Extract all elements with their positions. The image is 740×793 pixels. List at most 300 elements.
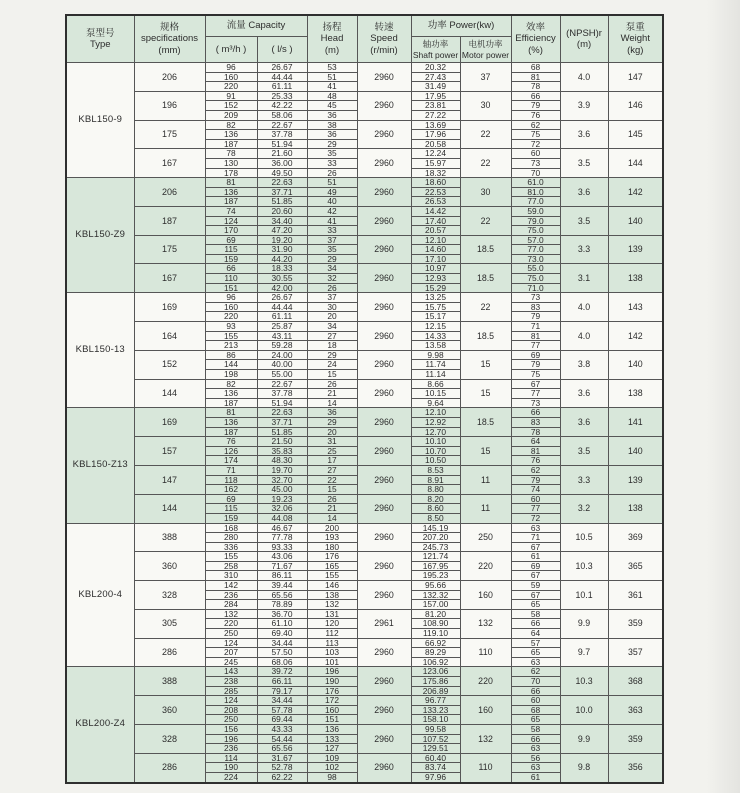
- capacity-ls-cell: 40.00: [257, 360, 307, 370]
- spec-cell: 187: [134, 206, 205, 235]
- capacity-m3h-cell: 124: [205, 696, 257, 706]
- speed-cell: 2960: [357, 494, 411, 523]
- capacity-ls-cell: 71.67: [257, 561, 307, 571]
- table-header: [66, 15, 663, 63]
- table-row: [66, 638, 663, 648]
- efficiency-cell: 67: [511, 571, 560, 581]
- capacity-ls-cell: 62.22: [257, 772, 307, 782]
- capacity-ls-cell: 30.55: [257, 274, 307, 284]
- head-cell: 48: [307, 91, 357, 101]
- table-row: [66, 178, 663, 188]
- efficiency-cell: 67: [511, 590, 560, 600]
- table-row: [66, 609, 663, 619]
- capacity-ls-cell: 69.40: [257, 629, 307, 639]
- speed-cell: 2960: [357, 523, 411, 552]
- col-header-shaft-power: 轴功率 Shaft power: [411, 37, 460, 63]
- speed-cell: 2960: [357, 350, 411, 379]
- capacity-m3h-cell: 86: [205, 350, 257, 360]
- weight-cell: 140: [608, 437, 663, 466]
- capacity-ls-cell: 45.00: [257, 485, 307, 495]
- shaft-power-cell: 11.74: [411, 360, 460, 370]
- efficiency-cell: 77: [511, 389, 560, 399]
- efficiency-cell: 66: [511, 619, 560, 629]
- weight-cell: 142: [608, 322, 663, 351]
- capacity-m3h-cell: 236: [205, 590, 257, 600]
- col-header-efficiency: 效率 Efficiency (%): [511, 15, 560, 63]
- spec-cell: 167: [134, 149, 205, 178]
- spec-cell: 388: [134, 523, 205, 552]
- motor-power-cell: 110: [460, 753, 511, 782]
- shaft-power-cell: 12.10: [411, 408, 460, 418]
- shaft-power-cell: 106.92: [411, 657, 460, 667]
- shaft-power-cell: 8.50: [411, 513, 460, 523]
- capacity-m3h-cell: 170: [205, 226, 257, 236]
- capacity-m3h-cell: 209: [205, 110, 257, 120]
- shaft-power-cell: 8.66: [411, 379, 460, 389]
- efficiency-cell: 74: [511, 485, 560, 495]
- shaft-power-cell: 81.20: [411, 609, 460, 619]
- table-row: [66, 408, 663, 418]
- efficiency-cell: 83: [511, 417, 560, 427]
- efficiency-cell: 79: [511, 101, 560, 111]
- efficiency-cell: 71: [511, 533, 560, 543]
- capacity-ls-cell: 36.70: [257, 609, 307, 619]
- shaft-power-cell: 119.10: [411, 629, 460, 639]
- npshr-cell: 4.0: [560, 322, 608, 351]
- capacity-m3h-cell: 91: [205, 91, 257, 101]
- head-cell: 34: [307, 264, 357, 274]
- head-cell: 21: [307, 504, 357, 514]
- weight-cell: 363: [608, 696, 663, 725]
- efficiency-cell: 66: [511, 734, 560, 744]
- speed-cell: 2960: [357, 696, 411, 725]
- shaft-power-cell: 27.43: [411, 72, 460, 82]
- shaft-power-cell: 121.74: [411, 552, 460, 562]
- head-cell: 35: [307, 245, 357, 255]
- efficiency-cell: 66: [511, 91, 560, 101]
- capacity-m3h-cell: 238: [205, 677, 257, 687]
- efficiency-cell: 65: [511, 715, 560, 725]
- shaft-power-cell: 8.53: [411, 465, 460, 475]
- head-cell: 151: [307, 715, 357, 725]
- shaft-power-cell: 66.92: [411, 638, 460, 648]
- head-cell: 27: [307, 465, 357, 475]
- shaft-power-cell: 10.50: [411, 456, 460, 466]
- capacity-ls-cell: 61.11: [257, 82, 307, 92]
- spec-cell: 305: [134, 609, 205, 638]
- speed-cell: 2960: [357, 235, 411, 264]
- motor-power-cell: 160: [460, 696, 511, 725]
- capacity-ls-cell: 22.63: [257, 408, 307, 418]
- head-cell: 36: [307, 130, 357, 140]
- head-cell: 40: [307, 197, 357, 207]
- capacity-m3h-cell: 152: [205, 101, 257, 111]
- capacity-m3h-cell: 136: [205, 389, 257, 399]
- npshr-cell: 3.6: [560, 408, 608, 437]
- capacity-ls-cell: 35.83: [257, 446, 307, 456]
- capacity-ls-cell: 18.33: [257, 264, 307, 274]
- table-row: [66, 91, 663, 101]
- head-cell: 155: [307, 571, 357, 581]
- capacity-ls-cell: 32.06: [257, 504, 307, 514]
- capacity-ls-cell: 25.33: [257, 91, 307, 101]
- motor-power-cell: 30: [460, 178, 511, 207]
- efficiency-cell: 68: [511, 63, 560, 73]
- shaft-power-cell: 145.19: [411, 523, 460, 533]
- efficiency-cell: 79: [511, 312, 560, 322]
- motor-power-cell: 160: [460, 581, 511, 610]
- npshr-cell: 10.1: [560, 581, 608, 610]
- col-header-head: 扬程 Head (m): [307, 15, 357, 63]
- capacity-m3h-cell: 213: [205, 341, 257, 351]
- capacity-ls-cell: 54.44: [257, 734, 307, 744]
- capacity-ls-cell: 48.30: [257, 456, 307, 466]
- capacity-m3h-cell: 76: [205, 437, 257, 447]
- head-cell: 180: [307, 542, 357, 552]
- motor-power-cell: 22: [460, 206, 511, 235]
- shaft-power-cell: 95.66: [411, 581, 460, 591]
- shaft-power-cell: 245.73: [411, 542, 460, 552]
- efficiency-cell: 60: [511, 149, 560, 159]
- capacity-m3h-cell: 142: [205, 581, 257, 591]
- table-body: [66, 63, 663, 783]
- pump-spec-table: [65, 14, 664, 784]
- spec-cell: 206: [134, 63, 205, 92]
- npshr-cell: 9.7: [560, 638, 608, 667]
- capacity-m3h-cell: 155: [205, 331, 257, 341]
- shaft-power-cell: 17.10: [411, 254, 460, 264]
- capacity-ls-cell: 22.67: [257, 120, 307, 130]
- shaft-power-cell: 167.95: [411, 561, 460, 571]
- efficiency-cell: 59: [511, 581, 560, 591]
- weight-cell: 141: [608, 408, 663, 437]
- efficiency-cell: 58: [511, 609, 560, 619]
- head-cell: 26: [307, 283, 357, 293]
- speed-cell: 2960: [357, 581, 411, 610]
- efficiency-cell: 72: [511, 513, 560, 523]
- capacity-ls-cell: 51.85: [257, 427, 307, 437]
- head-cell: 42: [307, 206, 357, 216]
- npshr-cell: 3.8: [560, 350, 608, 379]
- efficiency-cell: 75: [511, 370, 560, 380]
- efficiency-cell: 75: [511, 130, 560, 140]
- table-row: [66, 350, 663, 360]
- efficiency-cell: 61.0: [511, 178, 560, 188]
- capacity-m3h-cell: 168: [205, 523, 257, 533]
- capacity-ls-cell: 61.10: [257, 619, 307, 629]
- weight-cell: 356: [608, 753, 663, 782]
- capacity-m3h-cell: 250: [205, 629, 257, 639]
- capacity-m3h-cell: 245: [205, 657, 257, 667]
- head-cell: 120: [307, 619, 357, 629]
- shaft-power-cell: 60.40: [411, 753, 460, 763]
- capacity-ls-cell: 51.85: [257, 197, 307, 207]
- capacity-m3h-cell: 159: [205, 254, 257, 264]
- npshr-cell: 3.1: [560, 264, 608, 293]
- efficiency-cell: 59.0: [511, 206, 560, 216]
- capacity-m3h-cell: 160: [205, 72, 257, 82]
- shaft-power-cell: 12.10: [411, 235, 460, 245]
- motor-power-cell: 18.5: [460, 322, 511, 351]
- capacity-ls-cell: 36.00: [257, 158, 307, 168]
- scan-edge-shadow: [706, 0, 740, 793]
- col-header-speed: 转速 Speed (r/min): [357, 15, 411, 63]
- head-cell: 25: [307, 446, 357, 456]
- spec-cell: 167: [134, 264, 205, 293]
- shaft-power-cell: 83.74: [411, 763, 460, 773]
- capacity-m3h-cell: 187: [205, 197, 257, 207]
- spec-cell: 286: [134, 753, 205, 782]
- spec-cell: 196: [134, 91, 205, 120]
- capacity-ls-cell: 68.06: [257, 657, 307, 667]
- efficiency-cell: 66: [511, 408, 560, 418]
- spec-cell: 206: [134, 178, 205, 207]
- shaft-power-cell: 97.96: [411, 772, 460, 782]
- efficiency-cell: 77.0: [511, 245, 560, 255]
- head-cell: 33: [307, 158, 357, 168]
- npshr-cell: 3.3: [560, 465, 608, 494]
- efficiency-cell: 55.0: [511, 264, 560, 274]
- npshr-cell: 3.3: [560, 235, 608, 264]
- capacity-m3h-cell: 96: [205, 293, 257, 303]
- speed-cell: 2960: [357, 379, 411, 408]
- table-row: [66, 293, 663, 303]
- shaft-power-cell: 8.20: [411, 494, 460, 504]
- capacity-m3h-cell: 220: [205, 312, 257, 322]
- npshr-cell: 10.0: [560, 696, 608, 725]
- motor-power-cell: 22: [460, 120, 511, 149]
- capacity-ls-cell: 20.60: [257, 206, 307, 216]
- shaft-power-cell: 10.70: [411, 446, 460, 456]
- shaft-power-cell: 175.86: [411, 677, 460, 687]
- npshr-cell: 3.6: [560, 178, 608, 207]
- capacity-m3h-cell: 71: [205, 465, 257, 475]
- capacity-ls-cell: 65.56: [257, 590, 307, 600]
- shaft-power-cell: 13.58: [411, 341, 460, 351]
- efficiency-cell: 81.0: [511, 187, 560, 197]
- capacity-ls-cell: 26.67: [257, 63, 307, 73]
- motor-power-cell: 15: [460, 350, 511, 379]
- speed-cell: 2961: [357, 609, 411, 638]
- capacity-m3h-cell: 74: [205, 206, 257, 216]
- capacity-ls-cell: 31.67: [257, 753, 307, 763]
- efficiency-cell: 57: [511, 638, 560, 648]
- head-cell: 45: [307, 101, 357, 111]
- efficiency-cell: 66: [511, 686, 560, 696]
- head-cell: 20: [307, 427, 357, 437]
- shaft-power-cell: 96.77: [411, 696, 460, 706]
- table-row: [66, 494, 663, 504]
- head-cell: 109: [307, 753, 357, 763]
- table-row: [66, 667, 663, 677]
- shaft-power-cell: 195.23: [411, 571, 460, 581]
- npshr-cell: 3.5: [560, 206, 608, 235]
- npshr-cell: 3.9: [560, 91, 608, 120]
- shaft-power-cell: 9.64: [411, 398, 460, 408]
- efficiency-cell: 64: [511, 437, 560, 447]
- capacity-m3h-cell: 69: [205, 494, 257, 504]
- head-cell: 30: [307, 302, 357, 312]
- capacity-ls-cell: 44.44: [257, 302, 307, 312]
- speed-cell: 2960: [357, 63, 411, 92]
- capacity-ls-cell: 43.06: [257, 552, 307, 562]
- capacity-ls-cell: 57.78: [257, 705, 307, 715]
- col-header-capacity: 流量 Capacity: [205, 15, 307, 37]
- col-header-capacity-ls: ( l/s ): [257, 37, 307, 63]
- capacity-ls-cell: 37.78: [257, 130, 307, 140]
- motor-power-cell: 22: [460, 293, 511, 322]
- npshr-cell: 10.5: [560, 523, 608, 552]
- efficiency-cell: 68: [511, 705, 560, 715]
- motor-power-cell: 18.5: [460, 408, 511, 437]
- speed-cell: 2960: [357, 178, 411, 207]
- capacity-ls-cell: 37.71: [257, 417, 307, 427]
- motor-power-cell: 220: [460, 667, 511, 696]
- efficiency-cell: 72: [511, 139, 560, 149]
- weight-cell: 146: [608, 91, 663, 120]
- motor-power-cell: 132: [460, 609, 511, 638]
- speed-cell: 2960: [357, 322, 411, 351]
- capacity-m3h-cell: 220: [205, 82, 257, 92]
- shaft-power-cell: 20.57: [411, 226, 460, 236]
- head-cell: 37: [307, 235, 357, 245]
- capacity-m3h-cell: 174: [205, 456, 257, 466]
- capacity-ls-cell: 46.67: [257, 523, 307, 533]
- head-cell: 160: [307, 705, 357, 715]
- npshr-cell: 10.3: [560, 552, 608, 581]
- table-row: [66, 696, 663, 706]
- efficiency-cell: 63: [511, 744, 560, 754]
- efficiency-cell: 76: [511, 456, 560, 466]
- shaft-power-cell: 10.97: [411, 264, 460, 274]
- efficiency-cell: 83: [511, 302, 560, 312]
- spec-cell: 147: [134, 465, 205, 494]
- efficiency-cell: 69: [511, 561, 560, 571]
- efficiency-cell: 70: [511, 168, 560, 178]
- table-row: [66, 322, 663, 332]
- model-cell: KBL150-9: [66, 63, 134, 178]
- efficiency-cell: 75.0: [511, 226, 560, 236]
- npshr-cell: 3.5: [560, 149, 608, 178]
- head-cell: 136: [307, 724, 357, 734]
- npshr-cell: 3.5: [560, 437, 608, 466]
- head-cell: 15: [307, 370, 357, 380]
- capacity-ls-cell: 58.06: [257, 110, 307, 120]
- table-row: [66, 581, 663, 591]
- capacity-m3h-cell: 187: [205, 427, 257, 437]
- efficiency-cell: 65: [511, 648, 560, 658]
- shaft-power-cell: 18.32: [411, 168, 460, 178]
- capacity-ls-cell: 37.71: [257, 187, 307, 197]
- capacity-ls-cell: 19.70: [257, 465, 307, 475]
- capacity-ls-cell: 86.11: [257, 571, 307, 581]
- efficiency-cell: 60: [511, 494, 560, 504]
- efficiency-cell: 69: [511, 350, 560, 360]
- capacity-ls-cell: 31.90: [257, 245, 307, 255]
- head-cell: 193: [307, 533, 357, 543]
- head-cell: 131: [307, 609, 357, 619]
- speed-cell: 2960: [357, 552, 411, 581]
- table-row: [66, 63, 663, 73]
- motor-power-cell: 132: [460, 724, 511, 753]
- speed-cell: 2960: [357, 206, 411, 235]
- weight-cell: 142: [608, 178, 663, 207]
- shaft-power-cell: 22.53: [411, 187, 460, 197]
- capacity-m3h-cell: 155: [205, 552, 257, 562]
- shaft-power-cell: 15.75: [411, 302, 460, 312]
- capacity-ls-cell: 21.60: [257, 149, 307, 159]
- col-header-weight: 泵重 Weight (kg): [608, 15, 663, 63]
- head-cell: 113: [307, 638, 357, 648]
- capacity-ls-cell: 55.00: [257, 370, 307, 380]
- efficiency-cell: 75.0: [511, 274, 560, 284]
- table-row: [66, 264, 663, 274]
- shaft-power-cell: 12.93: [411, 274, 460, 284]
- head-cell: 103: [307, 648, 357, 658]
- capacity-m3h-cell: 187: [205, 398, 257, 408]
- efficiency-cell: 71.0: [511, 283, 560, 293]
- efficiency-cell: 67: [511, 379, 560, 389]
- col-header-type: 泵型号 Type: [66, 15, 134, 63]
- capacity-m3h-cell: 82: [205, 379, 257, 389]
- efficiency-cell: 70: [511, 677, 560, 687]
- shaft-power-cell: 107.52: [411, 734, 460, 744]
- efficiency-cell: 76: [511, 110, 560, 120]
- capacity-m3h-cell: 160: [205, 302, 257, 312]
- motor-power-cell: 250: [460, 523, 511, 552]
- npshr-cell: 9.9: [560, 609, 608, 638]
- capacity-ls-cell: 32.70: [257, 475, 307, 485]
- head-cell: 127: [307, 744, 357, 754]
- npshr-cell: 4.0: [560, 63, 608, 92]
- motor-power-cell: 11: [460, 465, 511, 494]
- capacity-m3h-cell: 187: [205, 139, 257, 149]
- shaft-power-cell: 89.29: [411, 648, 460, 658]
- capacity-m3h-cell: 124: [205, 638, 257, 648]
- capacity-ls-cell: 42.00: [257, 283, 307, 293]
- model-cell: KBL150-Z9: [66, 178, 134, 293]
- capacity-ls-cell: 34.40: [257, 216, 307, 226]
- capacity-ls-cell: 52.78: [257, 763, 307, 773]
- shaft-power-cell: 12.24: [411, 149, 460, 159]
- npshr-cell: 3.2: [560, 494, 608, 523]
- weight-cell: 359: [608, 609, 663, 638]
- capacity-ls-cell: 22.63: [257, 178, 307, 188]
- head-cell: 176: [307, 686, 357, 696]
- capacity-m3h-cell: 118: [205, 475, 257, 485]
- head-cell: 133: [307, 734, 357, 744]
- shaft-power-cell: 20.32: [411, 63, 460, 73]
- speed-cell: 2960: [357, 724, 411, 753]
- capacity-ls-cell: 34.44: [257, 638, 307, 648]
- weight-cell: 147: [608, 63, 663, 92]
- head-cell: 29: [307, 254, 357, 264]
- npshr-cell: 9.8: [560, 753, 608, 782]
- capacity-ls-cell: 59.28: [257, 341, 307, 351]
- shaft-power-cell: 9.98: [411, 350, 460, 360]
- head-cell: 101: [307, 657, 357, 667]
- col-header-motor-power: 电机功率 Motor power: [460, 37, 511, 63]
- capacity-m3h-cell: 284: [205, 600, 257, 610]
- shaft-power-cell: 17.95: [411, 91, 460, 101]
- capacity-ls-cell: 69.44: [257, 715, 307, 725]
- capacity-ls-cell: 24.00: [257, 350, 307, 360]
- shaft-power-cell: 13.25: [411, 293, 460, 303]
- efficiency-cell: 77: [511, 504, 560, 514]
- table-row: [66, 465, 663, 475]
- capacity-m3h-cell: 126: [205, 446, 257, 456]
- shaft-power-cell: 132.32: [411, 590, 460, 600]
